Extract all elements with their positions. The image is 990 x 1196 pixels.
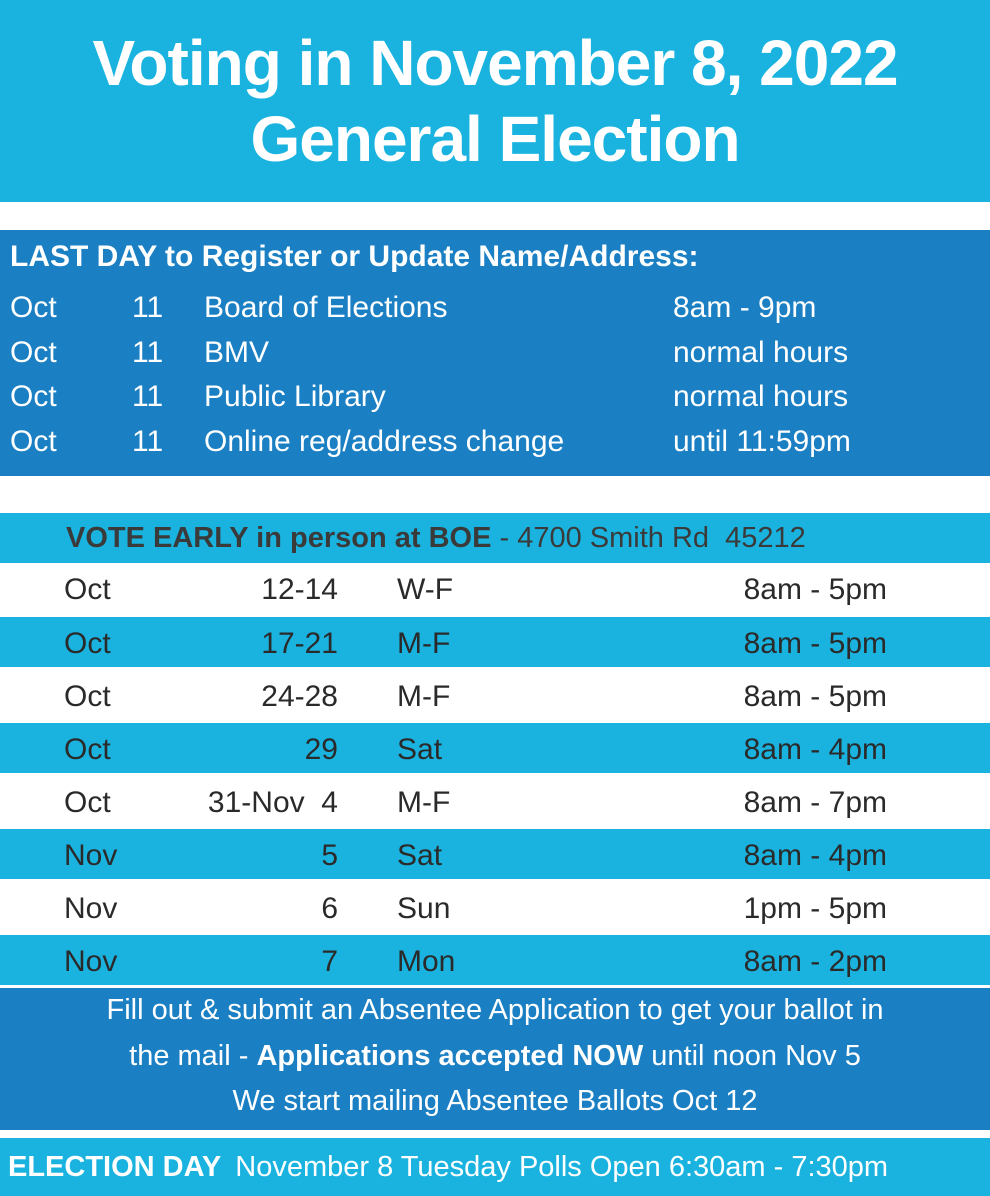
registration-location: Board of Elections [204, 291, 448, 324]
registration-heading: LAST DAY to Register or Update Name/Address: [10, 240, 699, 273]
vote-early-heading [0, 513, 990, 563]
vote-early-heading-bold: VOTE EARLY in person at BOE [66, 521, 492, 554]
registration-day: 11 [132, 380, 164, 413]
vote-early-days: M-F [397, 680, 451, 713]
vote-early-days: M-F [397, 627, 451, 660]
vote-early-month: Nov [64, 892, 118, 925]
vote-early-hours: 8am - 4pm [743, 839, 887, 872]
election-day-banner [0, 1138, 990, 1196]
vote-early-hours: 8am - 5pm [743, 573, 887, 606]
vote-early-hours: 8am - 7pm [743, 786, 887, 819]
vote-early-row [0, 935, 990, 985]
vote-early-days: Sat [397, 733, 443, 766]
registration-day: 11 [132, 291, 164, 324]
absentee-line-2-end: until noon Nov 5 [643, 1040, 861, 1072]
registration-location: Online reg/address change [204, 425, 565, 458]
registration-hours: 8am - 9pm [673, 291, 817, 324]
vote-early-days: Sat [397, 839, 443, 872]
registration-hours: until 11:59pm [673, 425, 851, 458]
vote-early-row [0, 723, 990, 773]
absentee-line-1: Fill out & submit an Absentee Application to get your ballot in [106, 994, 884, 1026]
vote-early-hours: 8am - 5pm [743, 627, 887, 660]
vote-early-month: Oct [64, 573, 111, 606]
registration-row [0, 425, 990, 469]
registration-section [0, 230, 990, 476]
registration-hours: normal hours [673, 336, 849, 369]
vote-early-month: Oct [64, 733, 111, 766]
vote-early-row [0, 563, 990, 613]
absentee-line-2 [0, 1040, 990, 1073]
vote-early-dates: 5 [321, 839, 338, 872]
vote-early-days: W-F [397, 573, 454, 606]
vote-early-dates: 24-28 [261, 680, 338, 713]
election-day-label: ELECTION DAY [8, 1150, 222, 1183]
registration-month: Oct [10, 336, 57, 369]
vote-early-days: Sun [397, 892, 451, 925]
vote-early-dates: 7 [321, 945, 338, 978]
registration-month: Oct [10, 380, 57, 413]
absentee-line-2-start: the mail - [129, 1040, 257, 1072]
vote-early-dates: 31-Nov 4 [207, 786, 338, 819]
election-day-text: November 8 Tuesday Polls Open 6:30am - 7:30pm [235, 1150, 889, 1183]
vote-early-month: Oct [64, 627, 111, 660]
vote-early-row [0, 882, 990, 932]
vote-early-row [0, 776, 990, 826]
vote-early-days: Mon [397, 945, 456, 978]
vote-early-dates: 6 [321, 892, 338, 925]
vote-early-month: Oct [64, 786, 111, 819]
registration-row [0, 380, 990, 424]
absentee-section [0, 988, 990, 1130]
title-line-2: General Election [250, 103, 740, 175]
vote-early-hours: 8am - 5pm [743, 680, 887, 713]
registration-day: 11 [132, 336, 164, 369]
vote-early-month: Nov [64, 945, 118, 978]
vote-early-hours: 8am - 2pm [743, 945, 887, 978]
registration-location: Public Library [204, 380, 386, 413]
absentee-line-3: We start mailing Absentee Ballots Oct 12 [232, 1085, 758, 1117]
vote-early-hours: 8am - 4pm [743, 733, 887, 766]
registration-row [0, 291, 990, 335]
vote-early-row [0, 670, 990, 720]
title-line-1: Voting in November 8, 2022 [92, 27, 898, 99]
registration-day: 11 [132, 425, 164, 458]
vote-early-month: Oct [64, 680, 111, 713]
registration-month: Oct [10, 425, 57, 458]
registration-hours: normal hours [673, 380, 849, 413]
vote-early-address: - 4700 Smith Rd 45212 [491, 521, 806, 554]
title-banner [0, 0, 990, 202]
applications-accepted-text: Applications accepted NOW [256, 1040, 644, 1072]
registration-month: Oct [10, 291, 57, 324]
registration-location: BMV [204, 336, 270, 369]
vote-early-dates: 17-21 [261, 627, 338, 660]
vote-early-hours: 1pm - 5pm [743, 892, 887, 925]
vote-early-row [0, 617, 990, 667]
vote-early-dates: 12-14 [261, 573, 338, 606]
vote-early-dates: 29 [304, 733, 338, 766]
vote-early-row [0, 829, 990, 879]
registration-row [0, 336, 990, 380]
vote-early-days: M-F [397, 786, 451, 819]
vote-early-month: Nov [64, 839, 118, 872]
